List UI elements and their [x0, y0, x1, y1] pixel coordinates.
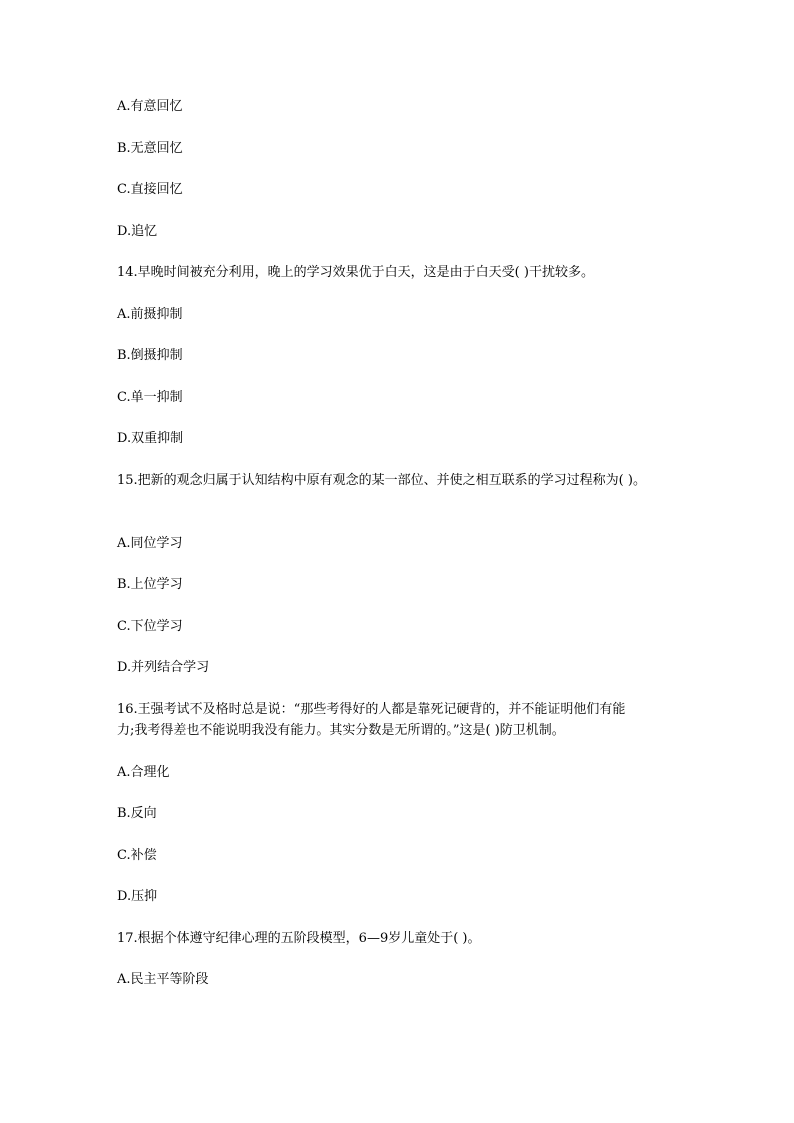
q16-option-a: A.合理化	[117, 765, 170, 780]
q15-option-c: C.下位学习	[117, 619, 183, 634]
q14-option-c: C.单一抑制	[117, 390, 183, 405]
q15-option-d: D.并列结合学习	[117, 660, 210, 675]
q17-stem: 17.根据个体遵守纪律心理的五阶段模型，6—9岁儿童处于( )。	[117, 931, 481, 946]
q15-stem: 15.把新的观念归属于认知结构中原有观念的某一部位、并使之相互联系的学习过程称为( )。	[117, 473, 646, 488]
q13-option-c: C.直接回忆	[117, 182, 183, 197]
q15-option-b: B.上位学习	[117, 577, 183, 592]
q17-option-a: A.民主平等阶段	[117, 972, 209, 987]
q14-option-a: A.前摄抑制	[117, 307, 183, 322]
q14-option-b: B.倒摄抑制	[117, 348, 183, 363]
q14-option-d: D.双重抑制	[117, 431, 184, 446]
q16-stem-line2: 力;我考得差也不能说明我没有能力。其实分数是无所谓的。”这是( )防卫机制。	[117, 723, 565, 738]
q16-stem-line1: 16.王强考试不及格时总是说：“那些考得好的人都是靠死记硬背的，并不能证明他们有能	[117, 702, 626, 717]
q13-option-d: D.追忆	[117, 224, 158, 239]
q13-option-a: A.有意回忆	[117, 99, 183, 114]
q16-option-b: B.反向	[117, 806, 157, 821]
q16-option-d: D.压抑	[117, 889, 158, 904]
q15-option-a: A.同位学习	[117, 536, 183, 551]
q14-stem: 14.早晚时间被充分利用，晚上的学习效果优于白天，这是由于白天受( )干扰较多。	[117, 265, 594, 280]
q13-option-b: B.无意回忆	[117, 141, 183, 156]
q16-option-c: C.补偿	[117, 848, 157, 863]
